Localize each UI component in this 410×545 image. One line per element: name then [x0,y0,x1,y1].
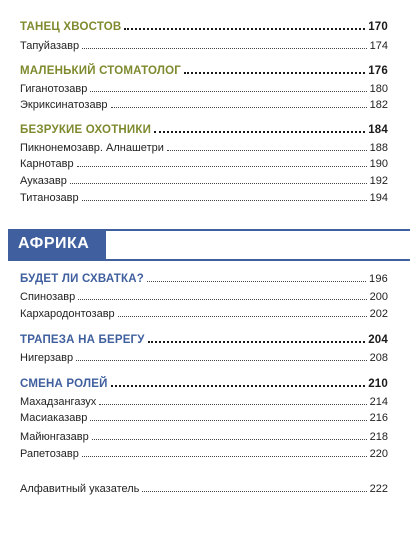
dot-leader [148,340,366,343]
toc-heading-page: 210 [368,378,388,390]
dot-leader [184,71,365,74]
toc-heading-title: БЕЗРУКИЕ ОХОТНИКИ [20,124,152,136]
toc-entry[interactable] [20,412,388,424]
dot-leader [111,106,367,108]
toc-heading[interactable] [20,124,388,136]
toc-entry[interactable] [20,83,388,95]
toc-entry-index[interactable] [20,483,388,495]
toc-entry-name: Титанозавр [20,192,79,204]
toc-entry-page: 202 [369,308,388,320]
toc-entry[interactable] [20,431,388,443]
toc-heading-title: ТРАПЕЗА НА БЕРЕГУ [20,334,145,346]
toc-entry-name: Масиаказавр [20,412,88,424]
toc-entry-name: Махадзангазух [20,396,97,408]
toc-heading-title: ТАНЕЦ ХВОСТОВ [20,21,122,33]
dot-leader [147,280,366,282]
toc-entry-name: Пикнонемозавр. Алнашетри [20,142,164,154]
toc-entry[interactable] [20,448,388,460]
toc-entry-page: 174 [369,40,388,52]
toc-entry-page: 222 [369,483,388,495]
dot-leader [82,455,367,457]
toc-entry-name: Рапетозавр [20,448,79,460]
toc-entry[interactable] [20,396,388,408]
toc-entry-page: 180 [369,83,388,95]
toc-heading-title: СМЕНА РОЛЕЙ [20,378,108,390]
toc-heading[interactable] [20,65,388,77]
toc-entry-page: 188 [369,142,388,154]
toc-entry-page: 200 [369,291,388,303]
toc-heading-page: 170 [368,21,388,33]
toc-heading[interactable] [20,273,388,285]
dot-leader [78,298,366,300]
toc-heading-title: МАЛЕНЬКИЙ СТОМАТОЛОГ [20,65,182,77]
dot-leader [92,438,367,440]
toc-entry-name: Карнотавр [20,158,74,170]
toc-entry-name: Спинозавр [20,291,76,303]
dot-leader [82,199,367,201]
toc-entry[interactable] [20,192,388,204]
toc-entry-page: 220 [369,448,388,460]
toc-entry[interactable] [20,291,388,303]
dot-leader [111,384,366,387]
dot-leader [142,490,366,492]
toc-heading-page: 184 [368,124,388,136]
toc-heading-page: 176 [368,65,388,77]
toc-entry[interactable] [20,175,388,187]
toc-entry-page: 208 [369,352,388,364]
section-header-africa [8,229,410,261]
toc-entry-name: Нигерзавр [20,352,74,364]
dot-leader [167,149,367,151]
toc-entry-name: Ауказавр [20,175,67,187]
dot-leader [90,419,366,421]
toc-entry[interactable] [20,142,388,154]
toc-entry-name: Майюнгазавр [20,431,89,443]
toc-entry-page: 194 [369,192,388,204]
toc-entry-name: Экриксинатозавр [20,99,108,111]
toc-entry-page: 216 [369,412,388,424]
section-title: АФРИКА [18,235,90,252]
dot-leader [70,182,367,184]
toc-entry[interactable] [20,99,388,111]
dot-leader [82,47,367,49]
toc-entry-name: Кархародонтозавр [20,308,115,320]
toc-heading-page: 196 [369,273,388,285]
toc-entry-page: 192 [369,175,388,187]
toc-entry[interactable] [20,352,388,364]
toc-heading[interactable] [20,334,388,346]
toc-entry-name: Алфавитный указатель [20,483,140,495]
toc-heading-page: 204 [368,334,388,346]
dot-leader [76,359,367,361]
dot-leader [77,165,367,167]
toc-entry-page: 182 [369,99,388,111]
dot-leader [90,90,366,92]
dot-leader [154,130,365,133]
toc-entry-name: Гиганотозавр [20,83,88,95]
dot-leader [99,403,366,405]
toc-heading[interactable] [20,378,388,390]
section-header-rule [106,229,410,261]
dot-leader [118,315,367,317]
toc-heading-title: БУДЕТ ЛИ СХВАТКА? [20,273,144,285]
toc-entry-name: Тапуйазавр [20,40,80,52]
toc-entry-page: 218 [369,431,388,443]
toc-heading[interactable] [20,21,388,33]
toc-entry-page: 214 [369,396,388,408]
toc-entry[interactable] [20,308,388,320]
toc-entry[interactable] [20,40,388,52]
toc-entry-page: 190 [369,158,388,170]
toc-entry[interactable] [20,158,388,170]
dot-leader [124,27,365,30]
